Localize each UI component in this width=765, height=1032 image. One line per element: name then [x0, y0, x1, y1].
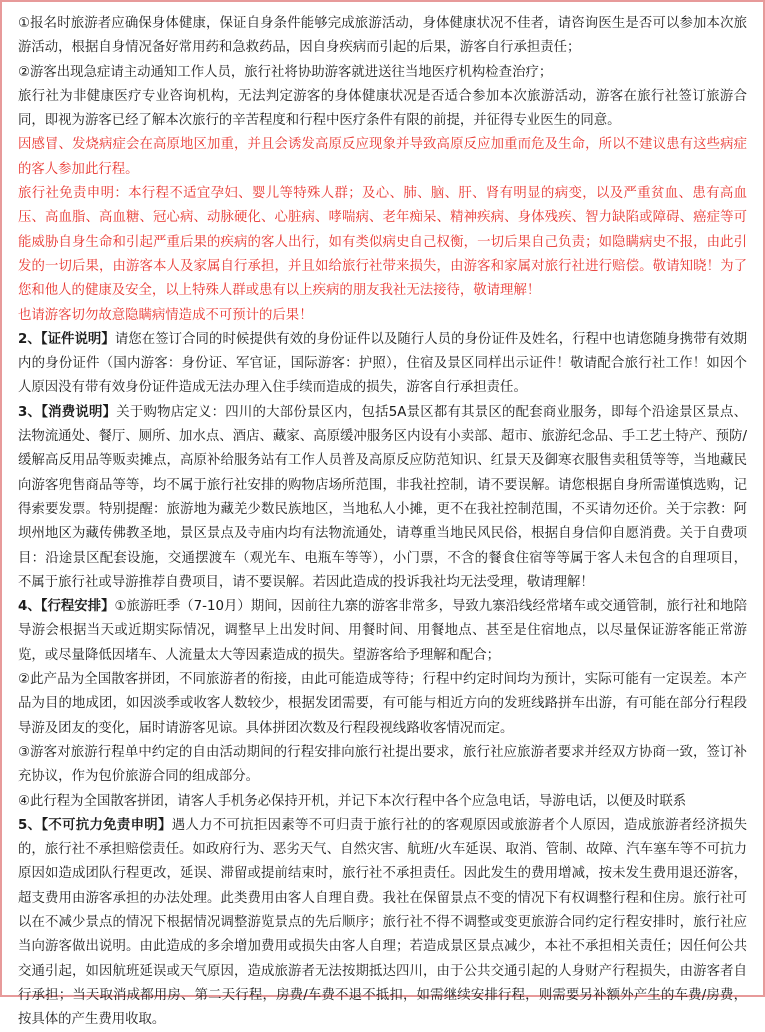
health-paragraph-2: ②游客出现急症请主动通知工作人员，旅行社将协助游客就进送往当地医疗机构检查治疗； — [18, 64, 553, 80]
health-warning: 因感冒、发烧病症会在高原地区加重，并且会诱发高原反应现象并导致高原反应加重而危及生命，所以不建议患有这些病症的客人参加此行程。 — [18, 137, 747, 177]
id-docs-section: 2、【证件说明】请您在签订合同的时候提供有效的身份证件以及随行人员的身份证件及姓名，行程中也请您随身携带有效期内的身份证件（国内游客：身份证、军官证，国际游客：护照），住宿及景区同样出示证件！敬请配合旅行社工作！如因个人原因没有带有效身份证件造成无法办理入住手续而造成的损失，游客自行承担责任。 — [18, 331, 747, 396]
force-majeure-section: 5、【不可抗力免责申明】遇人力不可抗拒因素等不可归责于旅行社的的客观原因或旅游者个人原因，造成旅游者经济损失的，旅行社不承担赔偿责任。如政府行为、恶劣天气、自然灾害、航班/火车延误、取消、管制、故障、汽车塞车等不可抗力原因如造成团队行程更改，延误、滞留或提前结束时，旅行社不承担责任。因此发生的费用增减，按未发生费用退还游客，超支费用由游客承担的办法处理。此类费用由客人自理自费。我社在保留景点不变的情况下有权调整行程和住房。旅行社可以在不减少景点的情况下根据情况调整游览景点的先后顺序；旅行社不得不调整或变更旅游合同约定行程安排时，旅行社应当向游客做出说明。由此造成的多余增加费用或损失由客人自理；若造成景区景点减少，本社不承担相关责任；因任何公共交通引起，如因航班延误或天气原因，造成旅游者无法按期抵达四川，由于公共交通引起的人身财产行程损失，由游客者自行承担；当天取消成都用房、第二天行程，房费/车费不退不抵扣，如需继续安排行程，则需要另补额外产生的车费/房费，按具体的产生费用收取。 — [18, 817, 748, 1028]
section-heading: 3、【消费说明】 — [18, 404, 117, 420]
health-paragraph-3: 旅行社为非健康医疗专业咨询机构，无法判定游客的身体健康状况是否适合参加本次旅游活动，游客在旅行社签订旅游合同，即视为游客已经了解本次旅行的辛苦程度和行程中医疗条件有限的前提，并征得专业医生的同意。 — [18, 88, 747, 129]
section-heading: 4、【行程安排】 — [18, 599, 115, 615]
itinerary-section: 4、【行程安排】①旅游旺季（7-10月）期间，因前往九寨的游客非常多，导致九寨沿线经常堵车或交通管制，旅行社和地陪导游会根据当天或近期实际情况，调整早上出发时间、用餐时间、用餐地点、甚至是住宿地点，以尽量保证游客能正常游览，或尽量降低因堵车、人流量太大等因素造成的损失。望游客给予理解和配合； — [18, 599, 747, 663]
section-heading: 5、【不可抗力免责申明】 — [18, 817, 172, 833]
disclaimer-paragraph: 旅行社免责申明：本行程不适宜孕妇、婴儿等特殊人群；及心、肺、脑、肝、肾有明显的病变，以及严重贫血、患有高血压、高血脂、高血糖、冠心病、动脉硬化、心脏病、哮喘病、老年痴呆、精神疾病、身体残疾、智力缺陷或障碍、癌症等可能威胁自身生命和引起严重后果的疾病的客人出行，如有类似病史自己权衡，一切后果自己负责；如隐瞒病史不报，由此引发的一切后果，由游客本人及家属自行承担，并且如给旅行社带来损失，由游客和家属对旅行社进行赔偿。敬请知晓！为了您和他人的健康及安全，以上特殊人群或患有以上疾病的朋友我社无法接待，敬请理解！ — [18, 186, 747, 299]
itinerary-paragraph-3: ③游客对旅游行程单中约定的自由活动期间的行程安排向旅行社提出要求，旅行社应旅游者要求并经双方协商一致，签订补充协议，作为包价旅游合同的组成部分。 — [18, 744, 747, 785]
itinerary-paragraph-2: ②此产品为全国散客拼团，不同旅游者的衔接，由此可能造成等待；行程中约定时间均为预计，实际可能有一定误差。本产品为目的地成团，如因淡季或收客人数较少，根据发团需要，有可能与相近方向的发班线路拼车出游，有可能在部分行程段导游及团友的变化，届时请游客见谅。具体拼团次数及行程段视线路收客情况而定。 — [18, 672, 747, 736]
section-heading: 2、【证件说明】 — [18, 331, 115, 347]
itinerary-paragraph-4: ④此行程为全国散客拼团，请客人手机务必保持开机，并记下本次行程中各个应急电话，导游电话，以便及时联系 — [18, 793, 687, 809]
shopping-section: 3、【消费说明】关于购物店定义：四川的大部份景区内，包括5A景区都有其景区的配套商业服务，即每个沿途景区景点、法物流通处、餐厅、厕所、加水点、酒店、藏家、高原缓冲服务区内设有小卖部、超市、旅游纪念品、手工艺土特产、预防/缓解高反用品等贩卖摊点，高原补给服务站有工作人员普及高原反应防范知识、红景天及御寒衣服售卖租赁等等，当地藏民向游客兜售商品等等，均不属于旅行社安排的购物店场所范围，非我社控制，请不要误解。请您根据自身所需谨慎选购，记得索要发票。特别提醒：旅游地为藏羌少数民族地区，当地私人小摊，更不在我社控制范围，不买请勿还价。关于宗教：阿坝州地区为藏传佛教圣地，景区景点及寺庙内均有法物流通处，请尊重当地民风民俗，根据自身信仰自愿消费。关于自费项目：沿途景区配套设施，交通摆渡车（观光车、电瓶车等等），小门票，不含的餐食住宿等等属于客人未包含的自理项目，不属于旅行社或导游推荐自费项目，请不要误解。若因此造成的投诉我社均无法受理，敬请理解！ — [18, 404, 747, 590]
disclaimer-closing: 也请游客切勿故意隐瞒病情造成不可预计的后果！ — [18, 307, 313, 323]
health-paragraph-1: ①报名时旅游者应确保身体健康，保证自身条件能够完成旅游活动，身体健康状况不佳者，请咨询医生是否可以参加本次旅游活动，根据自身情况备好常用药和急救药品，因自身疾病而引起的后果，游客自行承担责任； — [18, 16, 747, 56]
